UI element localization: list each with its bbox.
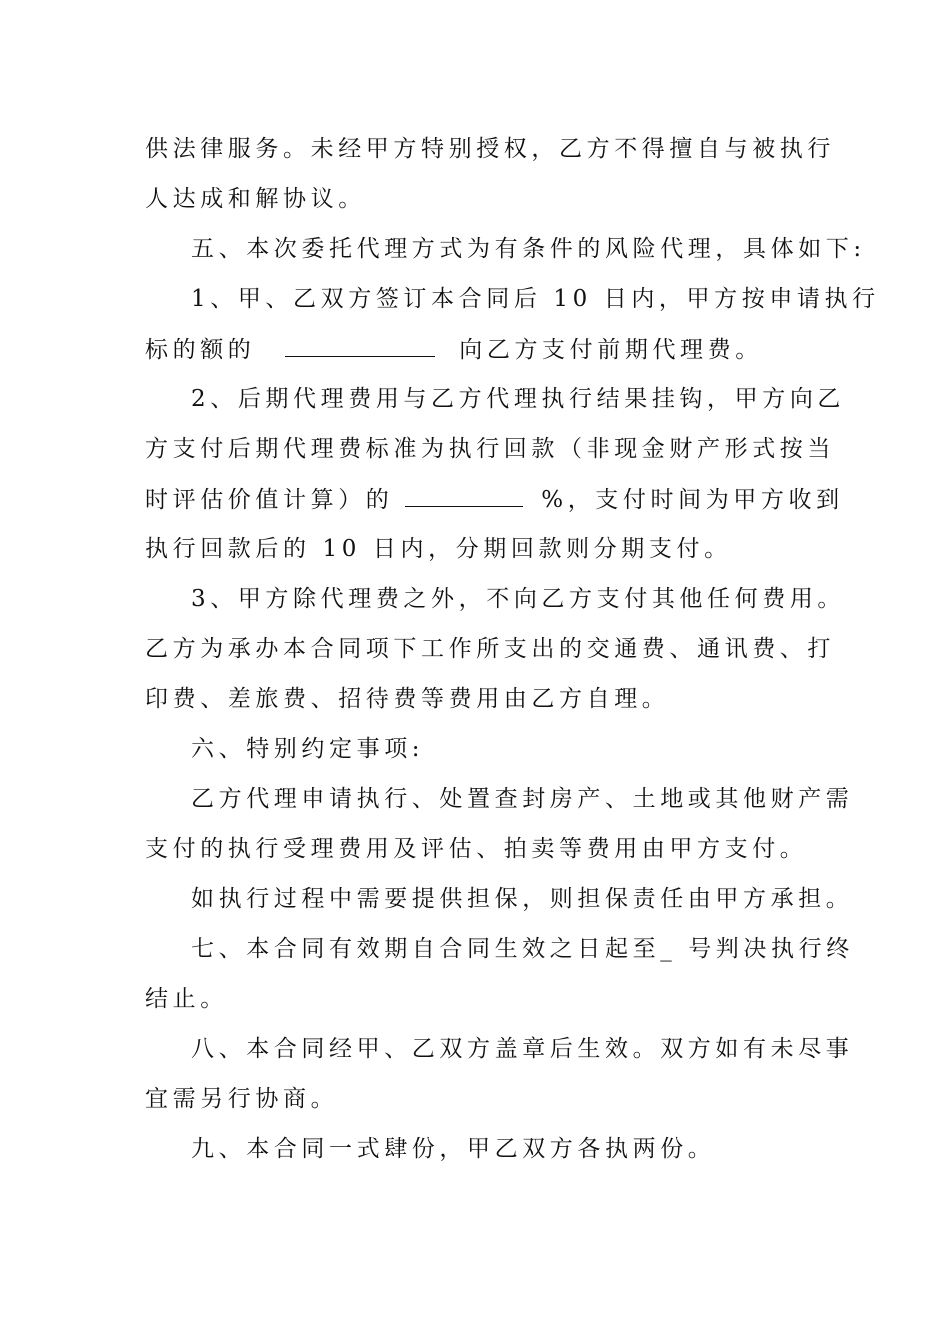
fill-in-blank[interactable]	[285, 334, 435, 357]
clause-1-line	[145, 334, 763, 365]
section-five-heading: 五、本次委托代理方式为有条件的风险代理，具体如下:	[191, 236, 866, 262]
section-eight-line: 八、本合同经甲、乙双方盖章后生效。双方如有未尽事	[191, 1036, 854, 1062]
clause-1-text: 标的额的	[145, 337, 256, 363]
clause-3-line: 印费、差旅费、招待费等费用由乙方自理。	[145, 686, 670, 712]
clause-2-line: 方支付后期代理费标准为执行回款（非现金财产形式按当	[145, 436, 835, 462]
paragraph-line: 如执行过程中需要提供担保，则担保责任由甲方承担。	[191, 886, 854, 912]
paragraph-line: 人达成和解协议。	[145, 186, 366, 212]
clause-2-line: 2、后期代理费用与乙方代理执行结果挂钩，甲方向乙	[191, 386, 846, 412]
clause-3-line: 乙方为承办本合同项下工作所支出的交通费、通讯费、打	[145, 636, 835, 662]
paragraph-line: 乙方代理申请执行、处置查封房产、土地或其他财产需	[191, 786, 854, 812]
clause-3-line: 3、甲方除代理费之外，不向乙方支付其他任何费用。	[191, 586, 846, 612]
clause-2-text: 时评估价值计算）的	[145, 487, 394, 513]
clause-2-text: %，支付时间为甲方收到	[541, 487, 844, 513]
paragraph-line: 供法律服务。未经甲方特别授权，乙方不得擅自与被执行	[145, 136, 835, 162]
clause-2-line: 执行回款后的 10 日内，分期回款则分期支付。	[145, 536, 732, 562]
section-six-heading: 六、特别约定事项:	[191, 736, 425, 762]
clause-2-line	[145, 484, 844, 515]
section-eight-line: 宜需另行协商。	[145, 1086, 339, 1112]
section-seven-line: 七、本合同有效期自合同生效之日起至_ 号判决执行终	[191, 936, 854, 962]
paragraph-line: 支付的执行受理费用及评估、拍卖等费用由甲方支付。	[145, 836, 808, 862]
section-nine-line: 九、本合同一式肆份，甲乙双方各执两份。	[191, 1136, 716, 1162]
clause-1-text: 向乙方支付前期代理费。	[459, 337, 763, 363]
section-seven-line: 结止。	[145, 986, 228, 1012]
fill-in-blank[interactable]	[405, 484, 523, 507]
clause-1-line: 1、甲、乙双方签订本合同后 10 日内，甲方按申请执行	[191, 286, 880, 312]
